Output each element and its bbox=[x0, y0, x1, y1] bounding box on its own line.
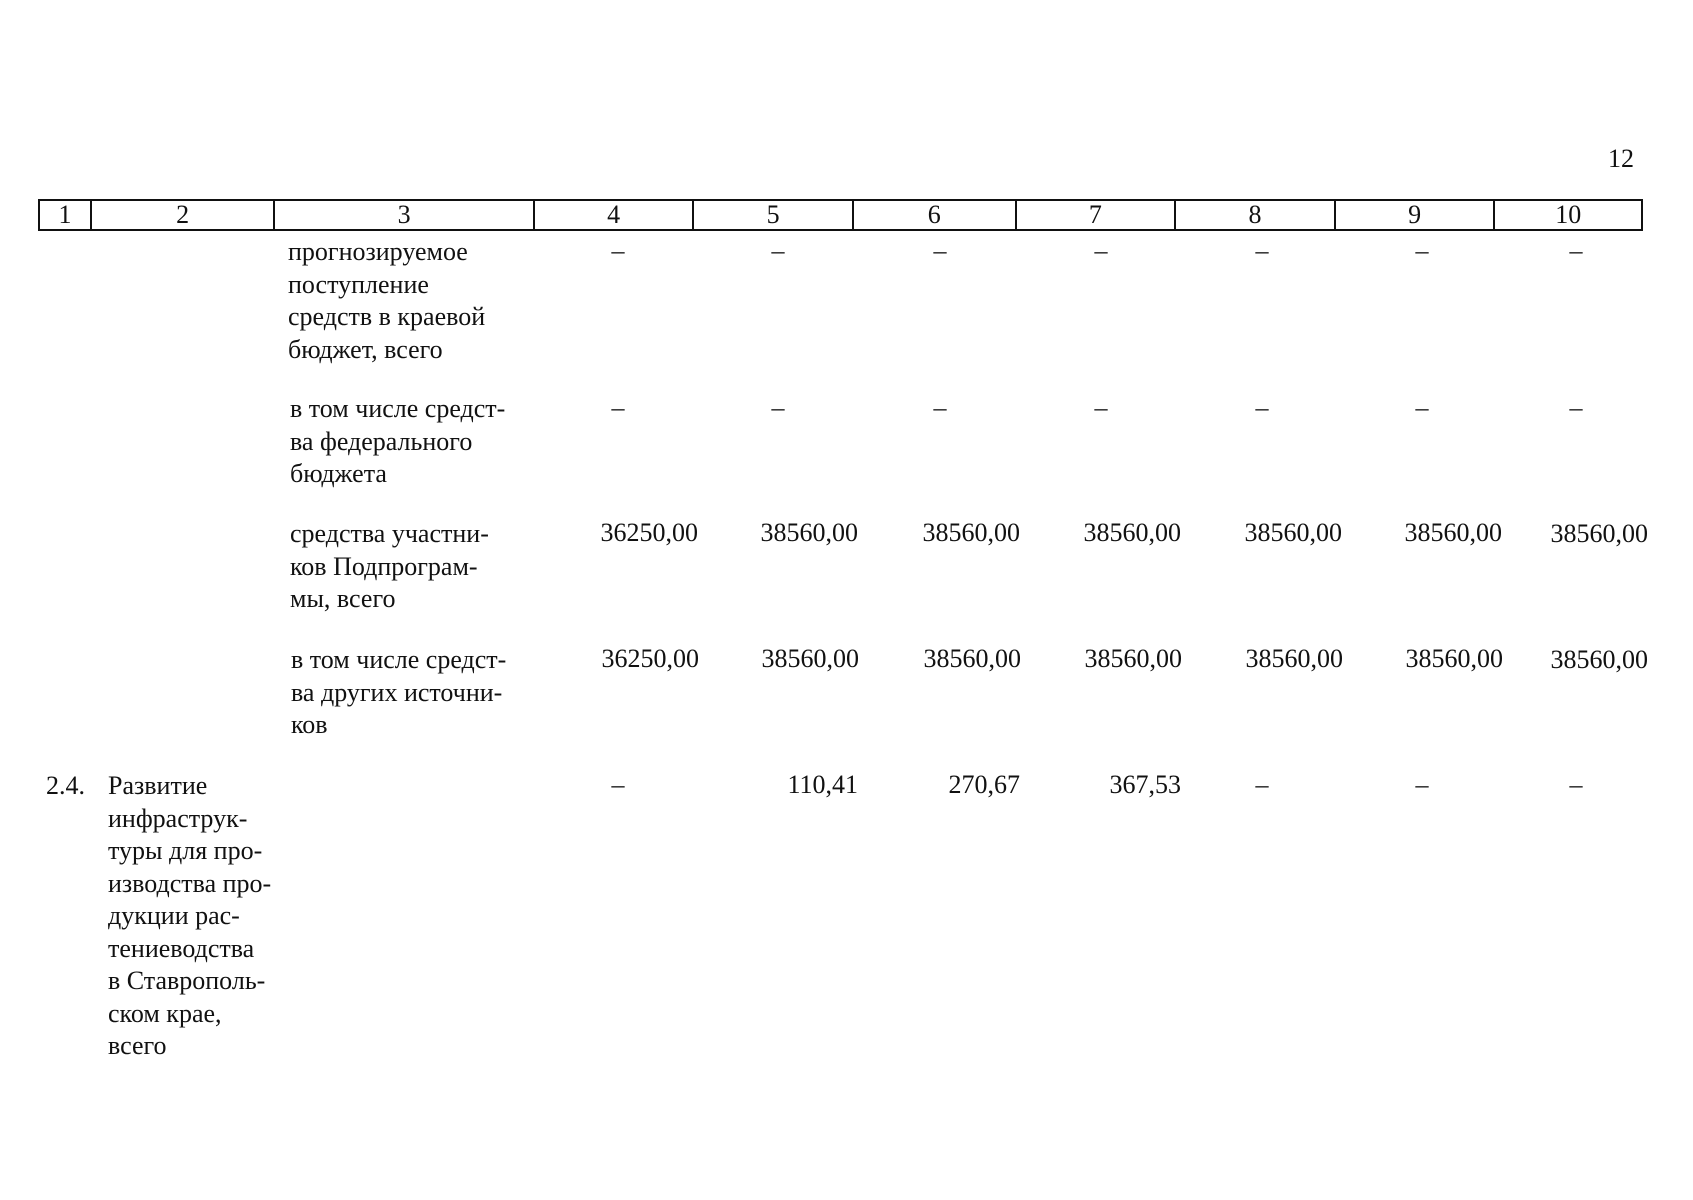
table-cell: – bbox=[771, 236, 785, 265]
table-cell: 367,53 bbox=[1109, 770, 1181, 799]
header-col-2: 2 bbox=[92, 201, 276, 229]
table-cell: – bbox=[1255, 770, 1269, 799]
table-cell: – bbox=[1569, 236, 1583, 265]
table-cell: – bbox=[933, 236, 947, 265]
table-cell: 38560,00 bbox=[1083, 518, 1181, 547]
table-row-label bbox=[288, 236, 526, 366]
title-line: туры для про- bbox=[108, 836, 263, 865]
title-line: тениеводства bbox=[108, 933, 255, 963]
header-col-9: 9 bbox=[1336, 201, 1496, 229]
table-cell: 110,41 bbox=[787, 770, 858, 799]
table-cell: 36250,00 bbox=[600, 518, 698, 547]
label-line: ва других источни- bbox=[291, 677, 503, 707]
page-number: 12 bbox=[1608, 144, 1634, 173]
title-line: всего bbox=[108, 1031, 167, 1060]
title-line: изводства про- bbox=[108, 868, 272, 898]
table-row-label bbox=[291, 644, 529, 742]
label-line: бюджета bbox=[290, 459, 387, 488]
table-cell: 38560,00 bbox=[761, 644, 859, 673]
label-line: бюджет, всего bbox=[288, 334, 443, 364]
table-cell: 38560,00 bbox=[1550, 519, 1648, 548]
header-col-7: 7 bbox=[1017, 201, 1177, 229]
table-cell: 38560,00 bbox=[1244, 518, 1342, 547]
table-cell: 38560,00 bbox=[922, 518, 1020, 547]
table-cell: 38560,00 bbox=[760, 518, 858, 547]
table-cell: 270,67 bbox=[948, 770, 1020, 799]
header-col-5: 5 bbox=[694, 201, 854, 229]
table-header-row bbox=[38, 199, 1643, 231]
table-cell: 38560,00 bbox=[1404, 518, 1502, 547]
table-cell: – bbox=[1094, 236, 1108, 265]
item-number: 2.4. bbox=[46, 771, 85, 800]
table-cell: – bbox=[611, 236, 625, 265]
table-cell: – bbox=[611, 393, 625, 422]
table-row-label bbox=[290, 518, 528, 616]
table-cell: 38560,00 bbox=[923, 644, 1021, 673]
label-line: ков Подпрограм- bbox=[290, 551, 478, 581]
table-cell: – bbox=[1094, 393, 1108, 422]
header-col-4: 4 bbox=[535, 201, 695, 229]
table-cell: – bbox=[933, 393, 947, 422]
table-cell: – bbox=[1569, 770, 1583, 799]
label-line: в том числе средст- bbox=[291, 645, 507, 674]
title-line: ском крае, bbox=[108, 998, 222, 1028]
table-cell: 38560,00 bbox=[1550, 645, 1648, 674]
header-col-3: 3 bbox=[275, 201, 534, 229]
table-row-label bbox=[290, 393, 528, 491]
item-title bbox=[108, 770, 284, 1063]
table-cell: 38560,00 bbox=[1405, 644, 1503, 673]
header-col-1: 1 bbox=[40, 201, 92, 229]
header-col-8: 8 bbox=[1176, 201, 1336, 229]
title-line: инфраструк- bbox=[108, 803, 248, 833]
table-cell: 38560,00 bbox=[1245, 644, 1343, 673]
label-line: ков bbox=[291, 710, 328, 739]
table-cell: – bbox=[1415, 393, 1429, 422]
label-line: ва федерального bbox=[290, 426, 473, 456]
table-cell: – bbox=[611, 770, 625, 799]
table-cell: – bbox=[771, 393, 785, 422]
label-line: средства участни- bbox=[290, 519, 489, 548]
label-line: средств в краевой bbox=[288, 302, 486, 331]
table-cell: – bbox=[1255, 393, 1269, 422]
label-line: прогнозируемое bbox=[288, 237, 468, 266]
table-cell: – bbox=[1415, 236, 1429, 265]
label-line: поступление bbox=[288, 269, 429, 299]
table-cell: 38560,00 bbox=[1084, 644, 1182, 673]
title-line: дукции рас- bbox=[108, 901, 240, 930]
title-line: Развитие bbox=[108, 771, 208, 800]
table-cell: – bbox=[1569, 393, 1583, 422]
table-cell: 36250,00 bbox=[601, 644, 699, 673]
header-col-6: 6 bbox=[854, 201, 1017, 229]
label-line: в том числе средст- bbox=[290, 394, 506, 423]
title-line: в Ставрополь- bbox=[108, 966, 266, 995]
label-line: мы, всего bbox=[290, 584, 396, 613]
table-cell: – bbox=[1415, 770, 1429, 799]
table-cell: – bbox=[1255, 236, 1269, 265]
header-col-10: 10 bbox=[1555, 200, 1582, 229]
